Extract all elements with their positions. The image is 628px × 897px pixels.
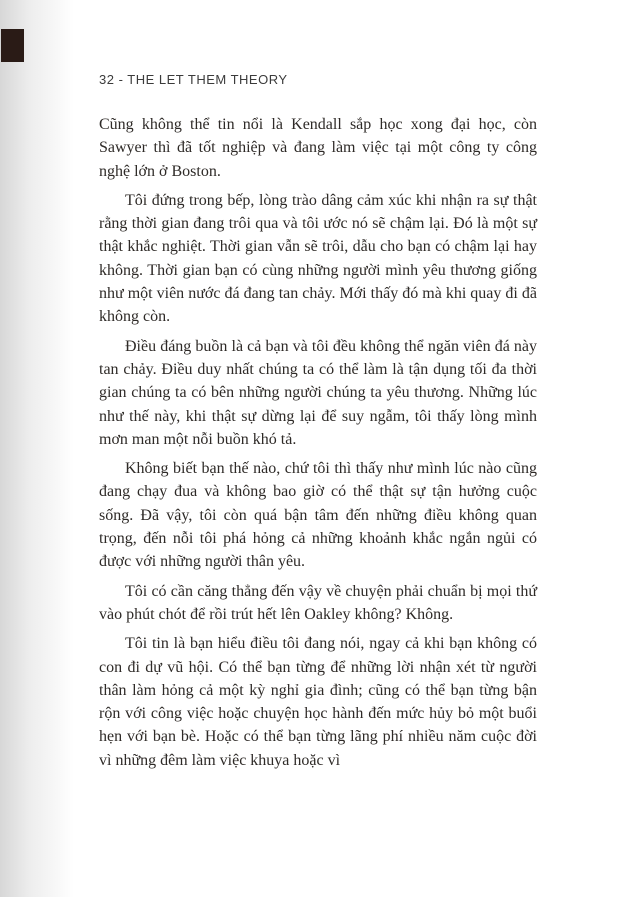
- running-header: 32 - THE LET THEM THEORY: [99, 72, 288, 87]
- paragraph: Tôi đứng trong bếp, lòng trào dâng cảm xúc khi nhận ra sự thật rằng thời gian đang trôi qua và tôi ước nó sẽ chậm lại. Đó là một sự thật khắc nghiệt. Thời gian vẫn sẽ trôi, dẫu cho bạn có chậm lại hay không. Thời gian bạn có cùng những người mình yêu thương giống như một viên nước đá đang tan chảy. Mới thấy đó mà khi quay đi đã không còn.: [99, 191, 537, 326]
- paragraph: Không biết bạn thế nào, chứ tôi thì thấy như mình lúc nào cũng đang chạy đua và không bao giờ có thể thật sự tận hưởng cuộc sống. Đã vậy, tôi còn quá bận tâm đến những điều không quan trọng, đến nỗi tôi phá hỏng cả những khoảnh khắc ngắn ngủi có được với những người thân yêu.: [99, 460, 537, 571]
- page-body: [99, 113, 537, 772]
- page-spine-shadow: [0, 0, 74, 897]
- bookmark-tab-icon[interactable]: [1, 29, 24, 62]
- paragraph: Tôi tin là bạn hiểu điều tôi đang nói, ngay cả khi bạn không có con đi dự vũ hội. Có thể bạn từng để những lời nhận xét từ người thân làm hỏng cả một kỳ nghỉ gia đình; cũng có thể bạn từng bận rộn với công việc hoặc chuyện học hành đến mức hủy bỏ một buổi hẹn với bạn bè. Hoặc có thể bạn từng lãng phí nhiều năm cuộc đời vì những đêm làm việc khuya hoặc vì: [99, 635, 537, 769]
- paragraph: Tôi có cần căng thẳng đến vậy về chuyện phải chuẩn bị mọi thứ vào phút chót để rồi trút hết lên Oakley không? Không.: [99, 582, 537, 623]
- paragraph: Điều đáng buồn là cả bạn và tôi đều không thể ngăn viên đá này tan chảy. Điều duy nhất chúng ta có thể làm là tận dụng tối đa thời gian chúng ta có bên những người chúng ta yêu thương. Những lúc như thế này, khi thật sự dừng lại để suy ngẫm, tôi thấy lòng mình mơn man một nỗi buồn khó tả.: [99, 337, 537, 448]
- paragraph: Cũng không thể tin nổi là Kendall sắp học xong đại học, còn Sawyer thì đã tốt nghiệp và đang làm việc tại một công ty công nghệ lớn ở Boston.: [99, 116, 537, 180]
